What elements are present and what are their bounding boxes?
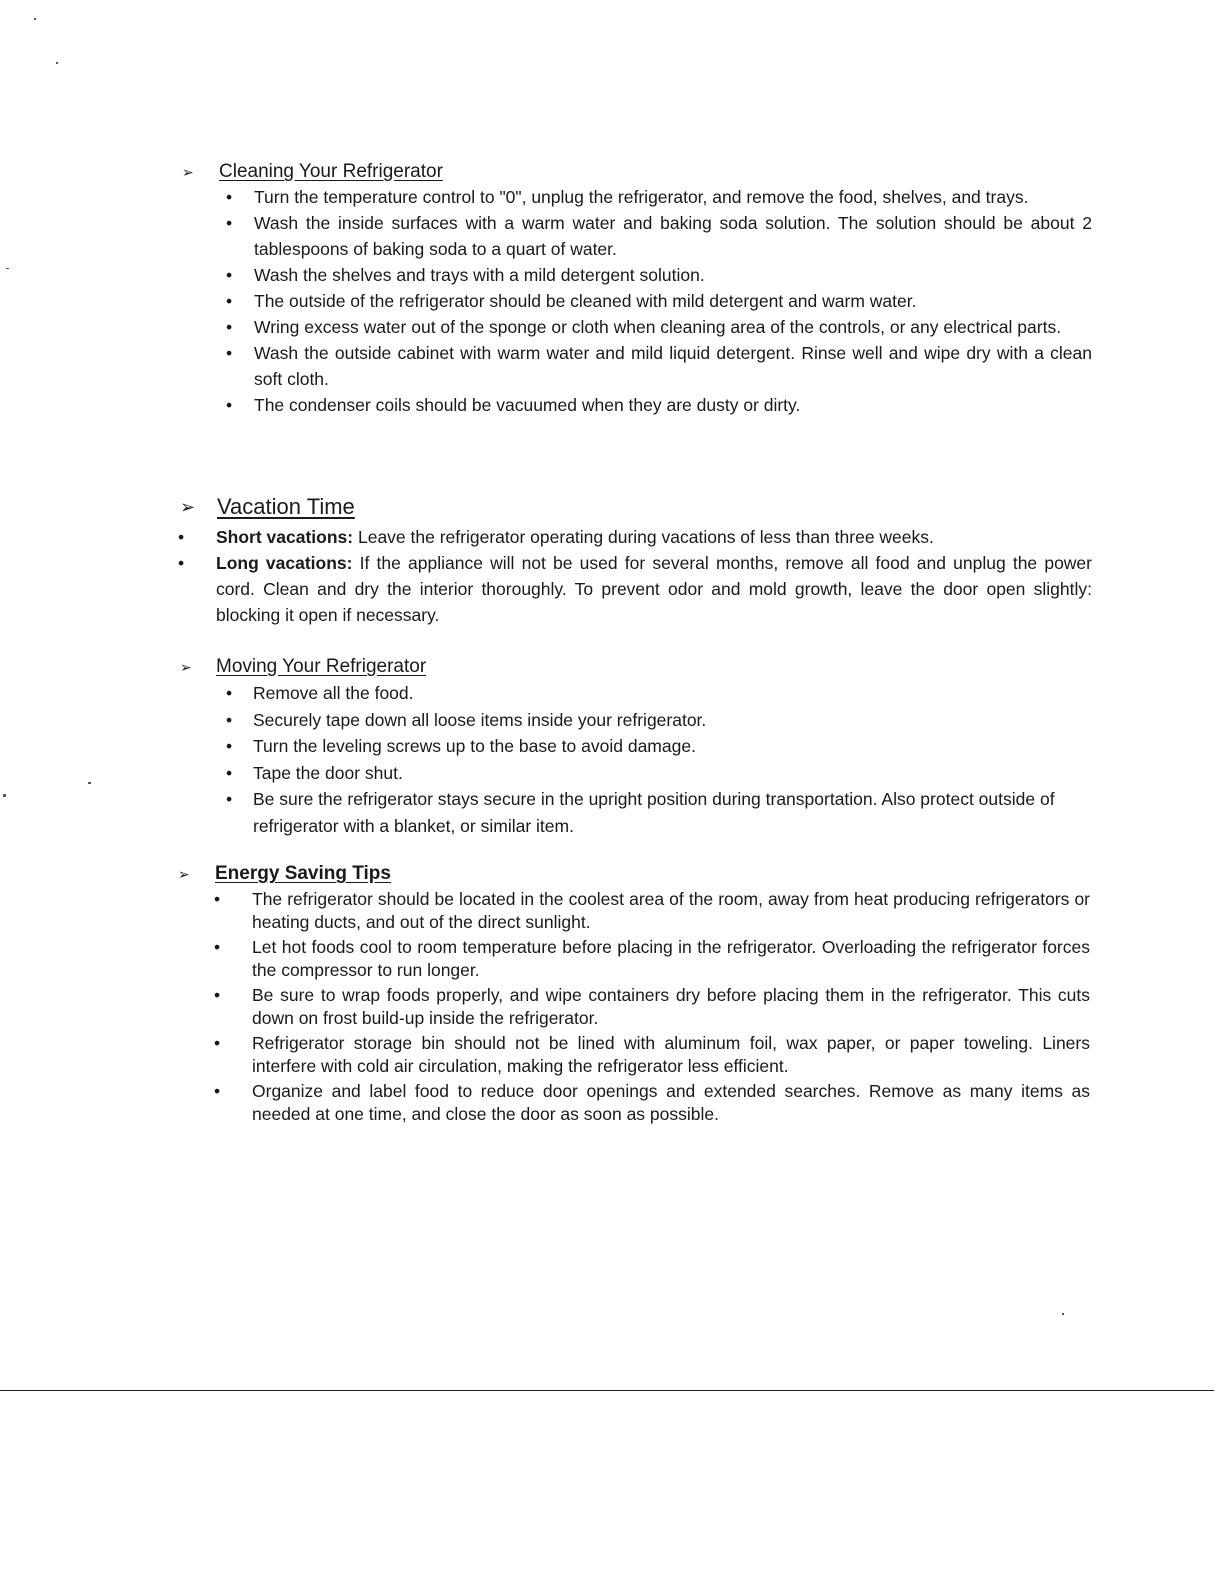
item-text: Organize and label food to reduce door openings and extended searches. Remove as many items as needed at one time, and close the door as soon as possible. [252, 1081, 1090, 1124]
list-item [226, 340, 1092, 392]
arrow-bullet-icon: ➢ [180, 497, 196, 517]
bullet-icon: • [178, 553, 185, 573]
item-text: Wash the outside cabinet with warm water and mild liquid detergent. Rinse well and wipe dry with a clean soft cloth. [254, 343, 1092, 389]
list-item [214, 984, 1090, 1030]
moving-title: Moving Your Refrigerator [216, 656, 427, 677]
bullet-icon: • [226, 395, 233, 415]
arrow-bullet-icon: ➢ [178, 866, 190, 882]
item-text: Wash the inside surfaces with a warm water and baking soda solution. The solution should be about 2 tablespoons of baking soda to a quart of water. [254, 213, 1092, 259]
bullet-icon: • [178, 527, 185, 547]
vacation-list [178, 524, 1092, 628]
bullet-icon: • [214, 985, 221, 1005]
footer-rule [0, 1390, 1214, 1391]
item-text [216, 550, 1092, 628]
bullet-icon: • [226, 291, 233, 311]
item-text: Turn the temperature control to "0", unplug the refrigerator, and remove the food, shelves, and trays. [254, 187, 1029, 207]
vacation-title: Vacation Time [217, 494, 355, 519]
bullet-icon: • [226, 213, 233, 233]
bullet-icon: • [214, 1081, 221, 1101]
list-item [226, 314, 1092, 340]
item-label: Short vacations: [216, 527, 354, 547]
list-item [214, 888, 1090, 934]
scan-speck [34, 18, 36, 20]
list-item [226, 210, 1092, 262]
energy-list [214, 888, 1090, 1126]
item-text: Refrigerator storage bin should not be lined with aluminum foil, wax paper, or paper toweling. Liners interfere with cold air circulation, making the refrigerator less efficient. [252, 1033, 1090, 1076]
scan-speck [6, 268, 9, 269]
bullet-icon: • [214, 889, 221, 909]
moving-list [226, 680, 1066, 839]
list-item [226, 733, 1066, 760]
scan-speck [88, 782, 91, 784]
list-item [178, 524, 1092, 550]
scan-speck [3, 794, 6, 797]
list-item [226, 184, 1092, 210]
item-text: Tape the door shut. [253, 762, 403, 783]
item-text [216, 524, 1092, 550]
bullet-icon: • [226, 317, 233, 337]
arrow-bullet-icon: ➢ [180, 659, 192, 675]
list-item [226, 288, 1092, 314]
item-text: Be sure to wrap foods properly, and wipe containers dry before placing them in the refrigerator. This cuts down on frost build-up inside the refrigerator. [252, 985, 1090, 1028]
item-text: Wring excess water out of the sponge or cloth when cleaning area of the controls, or any electrical parts. [254, 317, 1062, 337]
list-item [226, 680, 1066, 707]
list-item [226, 707, 1066, 734]
list-item [226, 392, 1092, 418]
scan-speck [56, 62, 58, 64]
bullet-icon: • [214, 1033, 221, 1053]
bullet-icon: • [226, 187, 233, 207]
item-text: The condenser coils should be vacuumed when they are dusty or dirty. [254, 395, 801, 415]
item-text: Remove all the food. [253, 683, 414, 703]
bullet-icon: • [226, 789, 233, 809]
item-body: If the appliance will not be used for several months, remove all food and unplug the power cord. Clean and dry the interior thoroughly. To prevent odor and mold growth, leave the door open slightly: blocking it open if necessary. [216, 553, 1092, 625]
list-item [226, 262, 1092, 288]
item-text: The outside of the refrigerator should be cleaned with mild detergent and warm water. [254, 291, 917, 311]
item-text: Be sure the refrigerator stays secure in the upright position during transportation. Also protect outside of refrigerator with a blanket, or similar item. [253, 789, 1055, 836]
bullet-icon: • [226, 343, 233, 363]
item-text: The refrigerator should be located in the coolest area of the room, away from heat producing refrigerators or heating ducts, and out of the direct sunlight. [252, 889, 1090, 932]
item-label: Long vacations: [216, 553, 353, 573]
list-item [226, 786, 1066, 839]
item-body: Leave the refrigerator operating during vacations of less than three weeks. [353, 527, 934, 547]
item-text: Let hot foods cool to room temperature before placing in the refrigerator. Overloading the refrigerator forces the compressor to run longer. [252, 937, 1090, 980]
arrow-bullet-icon: ➢ [182, 164, 194, 180]
list-item [214, 936, 1090, 982]
cleaning-list [226, 184, 1092, 418]
bullet-icon: • [226, 762, 233, 783]
list-item [178, 550, 1092, 628]
item-text: Turn the leveling screws up to the base to avoid damage. [253, 736, 696, 756]
item-text: Wash the shelves and trays with a mild detergent solution. [254, 265, 705, 285]
bullet-icon: • [214, 937, 221, 957]
scan-speck [1062, 1313, 1064, 1315]
bullet-icon: • [226, 683, 233, 703]
list-item [214, 1032, 1090, 1078]
bullet-icon: • [226, 265, 233, 285]
list-item [226, 760, 1066, 787]
bullet-icon: • [226, 736, 233, 756]
cleaning-title: Cleaning Your Refrigerator [219, 161, 443, 182]
list-item [214, 1080, 1090, 1126]
energy-title: Energy Saving Tips [215, 863, 391, 884]
item-text: Securely tape down all loose items inside your refrigerator. [253, 709, 707, 730]
bullet-icon: • [226, 709, 233, 730]
